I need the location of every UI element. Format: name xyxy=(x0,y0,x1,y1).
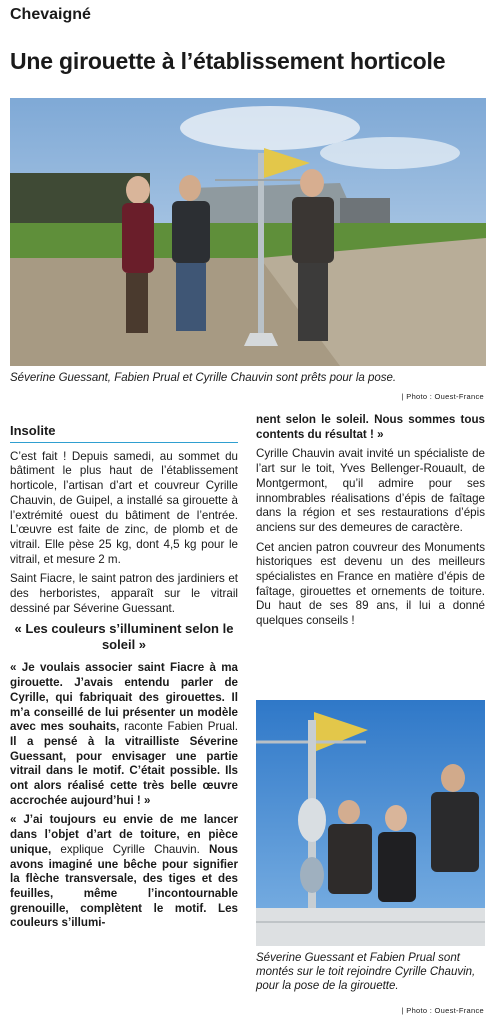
attribution: explique Cyrille Chauvin. xyxy=(51,842,210,856)
paragraph: Saint Fiacre, le saint patron des jardiniers et des herboristes, apparaît sur le vitrail dessiné par Séverine Guessant. xyxy=(10,572,238,615)
paragraph xyxy=(10,813,238,931)
quote-text: « J’ai toujours eu envie de me lancer dans l’objet d’art de toiture, en pièce unique, xyxy=(10,813,238,856)
attribution: raconte Fabien Prual. xyxy=(119,720,238,734)
section-kicker: Chevaigné xyxy=(10,6,91,23)
article-photo-2 xyxy=(256,700,485,946)
article-photo-1 xyxy=(10,98,486,366)
subheading-quote: « Les couleurs s’illuminent selon le soleil » xyxy=(14,621,234,653)
paragraph: nent selon le soleil. Nous sommes tous contents du résultat ! » xyxy=(256,413,485,441)
article-right-column xyxy=(256,413,485,634)
paragraph: Cyrille Chauvin avait invité un spécialiste de l’art sur le toit, Yves Bellenger-Rouault, de Montgermont, qu’il admire pour ses innombrables réalisations d’épis de faîtage dans la région et ses restaurations d’épis anciens sur des demeures de caractère. xyxy=(256,447,485,534)
article-headline: Une girouette à l’établissement horticole xyxy=(10,48,446,74)
photo-1-credit: | Photo : Ouest-France xyxy=(401,392,484,401)
quote-text: Il a pensé à la vitrailliste Séverine Guessant, pour envisager une partie vitrail dans le motif. C’était possible. Ils ont alors réalisé cette très belle œuvre accrochée aujourd’hui ! » xyxy=(10,734,238,807)
photo-2-credit: | Photo : Ouest-France xyxy=(401,1006,484,1015)
article-left-column xyxy=(10,424,238,936)
rubric-label: Insolite xyxy=(10,424,238,443)
photo-1-caption: Séverine Guessant, Fabien Prual et Cyrille Chauvin sont prêts pour la pose. xyxy=(10,372,397,384)
photo-2-illustration xyxy=(256,700,485,946)
paragraph xyxy=(10,661,238,808)
quote-text: « Je voulais associer saint Fiacre à ma girouette. J’avais entendu parler de Cyrille, qui fabriquait des girouettes. Il m’a conseillé de lui présenter un modèle avec mes souhaits, xyxy=(10,661,238,734)
paragraph: Cet ancien patron couvreur des Monuments historiques est devenu un des meilleurs spécialistes en France en matière d’épis de faîtage, girouettes et ornements de toiture. Du haut de ses 89 ans, il lui a donné quelques conseils ! xyxy=(256,540,485,628)
quote-text: Nous avons imaginé une bêche pour signifier la flèche transversale, des tiges et des feuilles, même l’incontournable grenouille, complètent le motif. Les couleurs s’illumi- xyxy=(10,842,238,930)
photo-1-illustration xyxy=(10,98,486,366)
photo-2-caption: Séverine Guessant et Fabien Prual sont montés sur le toit rejoindre Cyrille Chauvin, pour la pose de la girouette. xyxy=(256,952,476,992)
paragraph: C’est fait ! Depuis samedi, au sommet du bâtiment le plus haut de l’établissement horticole, l’artisan d’art et couvreur Cyrille Chauvin, de Guipel, a installé sa girouette à l’extrémité ouest du bâtiment de l’entrée. L’œuvre est faite de zinc, de plomb et de vitrail. Elle pèse 25 kg, dont 4,5 kg pour le vitrail, et mesure 2 m. xyxy=(10,449,238,566)
